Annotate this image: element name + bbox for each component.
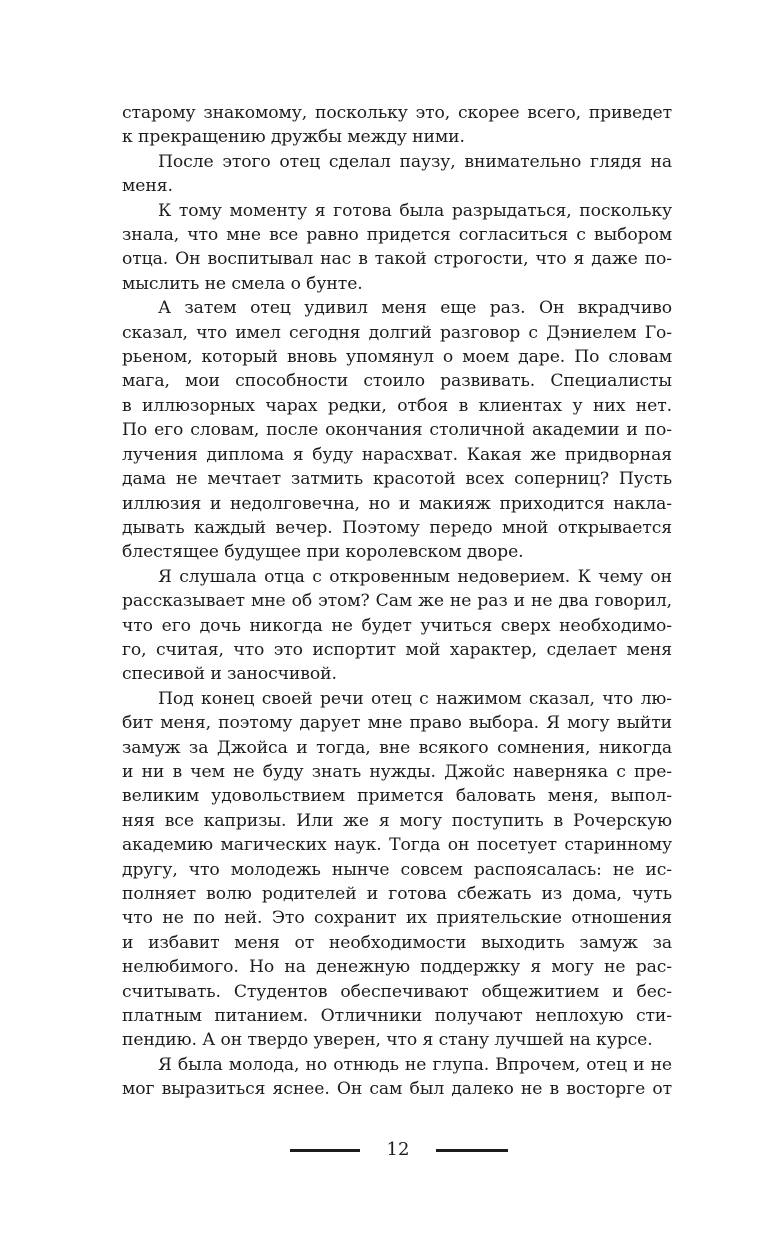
paragraph	[122, 565, 672, 687]
text-line: го, считая, что это испортит мой характер, сделает меня	[122, 639, 672, 660]
text-line: А затем отец удивил меня еще раз. Он вкрадчиво	[158, 298, 672, 319]
text-line: академию магических наук. Тогда он посетует старинному	[122, 835, 672, 856]
text-line: дывать каждый вечер. Поэтому передо мной открывается	[122, 517, 672, 538]
text-line: другу, что молодежь нынче совсем распоясалась: не ис-	[122, 859, 672, 880]
text-line: и избавит меня от необходимости выходить замуж за	[122, 932, 672, 953]
text-line: дама не мечтает затмить красотой всех соперниц? Пусть	[122, 469, 672, 490]
text-line: бит меня, поэтому дарует мне право выбора. Я могу выйти	[122, 713, 672, 734]
text-line: что не по ней. Это сохранит их приятельские отношения	[122, 908, 672, 929]
text-line: в иллюзорных чарах редки, отбоя в клиентах у них нет.	[122, 395, 672, 416]
text-line: Под конец своей речи отец с нажимом сказал, что лю-	[158, 688, 672, 709]
text-line: и ни в чем не буду знать нужды. Джойс наверняка с пре-	[122, 761, 672, 782]
text-line: К тому моменту я готова была разрыдаться, поскольку	[158, 200, 672, 221]
paragraph	[122, 296, 672, 564]
text-line: отца. Он воспитывал нас в такой строгости, что я даже по-	[122, 249, 672, 270]
text-line: к прекращению дружбы между ними.	[122, 127, 465, 148]
text-line: блестящее будущее при королевском дворе.	[122, 542, 524, 563]
text-line: мага, мои способности стоило развивать. Специалисты	[122, 371, 672, 392]
text-line: старому знакомому, поскольку это, скорее всего, приведет	[122, 103, 672, 123]
paragraph	[122, 150, 672, 199]
text-line: великим удовольствием примется баловать меня, выпол-	[122, 786, 672, 807]
footer-rule-left	[290, 1149, 360, 1152]
text-line: рассказывает мне об этом? Сам же не раз и не два говорил,	[122, 591, 672, 612]
text-line: что его дочь никогда не будет учиться сверх необходимо-	[122, 615, 672, 636]
text-line: Я слушала отца с откровенным недоверием. К чему он	[158, 566, 672, 587]
text-line: замуж за Джойса и тогда, вне всякого сомнения, никогда	[122, 737, 672, 758]
text-line: лучения диплома я буду нарасхват. Какая же придворная	[122, 444, 672, 465]
text-line: мыслить не смела о бунте.	[122, 273, 363, 294]
footer-rule-right	[436, 1149, 508, 1152]
paragraph	[122, 1053, 672, 1102]
text-line: нелюбимого. Но на денежную поддержку я могу не рас-	[122, 957, 672, 978]
book-page-text	[122, 101, 672, 1102]
text-line: считывать. Студентов обеспечивают общежитием и бес-	[122, 981, 672, 1002]
page-number: 12	[386, 1139, 410, 1160]
text-line: знала, что мне все равно придется согласиться с выбором	[122, 225, 672, 246]
page-footer	[0, 1136, 768, 1166]
text-line: платным питанием. Отличники получают неплохую сти-	[122, 1006, 672, 1027]
text-line: рьеном, который вновь упомянул о моем даре. По словам	[122, 347, 672, 368]
text-line: сказал, что имел сегодня долгий разговор с Дэниелем Го-	[122, 322, 672, 343]
text-line: По его словам, после окончания столичной академии и по-	[122, 420, 672, 441]
paragraph	[122, 687, 672, 1053]
text-line: Я была молода, но отнюдь не глупа. Впрочем, отец и не	[158, 1054, 672, 1075]
text-line: спесивой и заносчивой.	[122, 664, 337, 685]
paragraph	[122, 101, 672, 150]
text-line: пендию. А он твердо уверен, что я стану лучшей на курсе.	[122, 1030, 653, 1051]
text-line: иллюзия и недолговечна, но и макияж приходится накла-	[122, 493, 672, 514]
text-line: няя все капризы. Или же я могу поступить в Рочерскую	[122, 810, 672, 831]
text-line: После этого отец сделал паузу, внимательно глядя на	[158, 151, 672, 172]
paragraph	[122, 199, 672, 297]
text-line: мог выразиться яснее. Он сам был далеко не в восторге от	[122, 1079, 672, 1100]
text-line: полняет волю родителей и готова сбежать из дома, чуть	[122, 884, 672, 904]
text-line: меня.	[122, 176, 173, 197]
